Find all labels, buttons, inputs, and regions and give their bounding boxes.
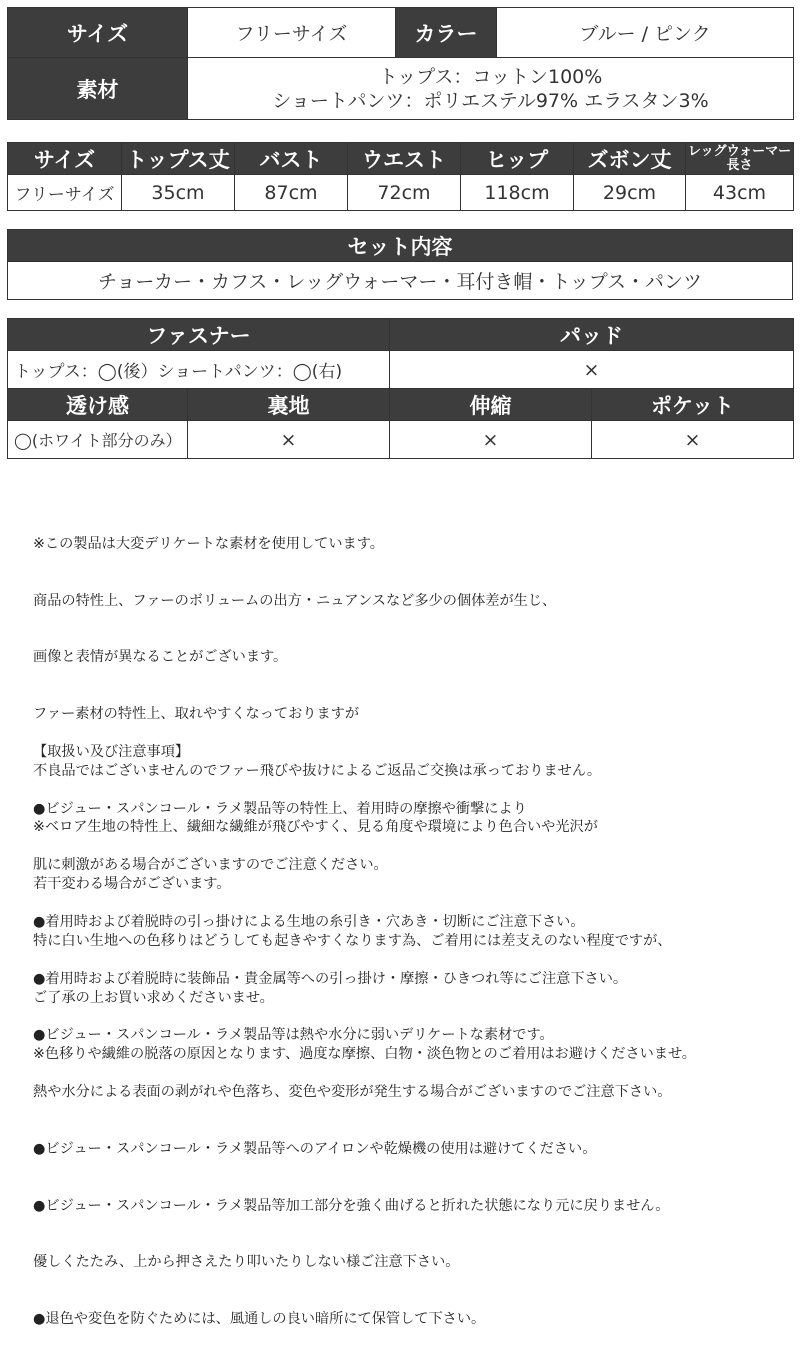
note-line: 不良品ではございませんのでファー飛びや抜けによるご返品ご交換は承っておりません。 bbox=[33, 762, 602, 779]
pad-label: パッド bbox=[390, 319, 794, 351]
hip-cell: 118cm bbox=[461, 175, 574, 211]
note-line: ●ビジュー・スパンコール・ラメ製品等の特性上、着用時の摩擦や衝撃により bbox=[33, 800, 527, 817]
size-cell: フリーサイズ bbox=[8, 175, 122, 211]
material-line-1: トップス：コットン100% bbox=[378, 65, 603, 88]
note-line: 商品の特性上、ファーのボリュームの出方・ニュアンスなど多少の個体差が生じ、 bbox=[33, 592, 557, 609]
handling-title: 【取扱い及び注意事項】 bbox=[33, 743, 190, 760]
note-line: ※この製品は大変デリケートな素材を使用しています。 bbox=[33, 535, 384, 552]
size-header: サイズ bbox=[8, 143, 122, 175]
top-length-cell: 35cm bbox=[122, 175, 235, 211]
size-chart-table bbox=[7, 142, 794, 211]
note-line: ●着用時および着脱時の引っ掛けによる生地の糸引き・穴あき・切断にご注意下さい。 bbox=[33, 913, 585, 930]
color-value: ブルー / ピンク bbox=[497, 8, 794, 58]
note-line: ※色移りや繊維の脱落の原因となります、過度な摩擦、白物・淡色物とのご着用はお避けくださいませ。 bbox=[33, 1046, 696, 1063]
sheer-value: ◯(ホワイト部分のみ） bbox=[8, 421, 188, 459]
lining-label: 裏地 bbox=[188, 389, 390, 421]
pants-length-cell: 29cm bbox=[574, 175, 686, 211]
pants-length-header: ズボン丈 bbox=[574, 143, 686, 175]
stretch-label: 伸縮 bbox=[390, 389, 592, 421]
note-line: ●退色や変色を防ぐためには、風通しの良い暗所にて保管して下さい。 bbox=[33, 1311, 486, 1327]
note-line: ご了承の上お買い求めくださいませ。 bbox=[33, 989, 274, 1006]
material-label: 素材 bbox=[8, 58, 188, 120]
pad-value: × bbox=[390, 351, 794, 389]
note-line: 熱や水分による表面の剥がれや色落ち、変色や変形が発生する場合がございますのでご注意下さい。 bbox=[33, 1084, 672, 1101]
note-line: 画像と表情が異なることがございます。 bbox=[33, 649, 288, 666]
leg-warmer-length-cell: 43cm bbox=[686, 175, 794, 211]
color-label: カラー bbox=[396, 8, 497, 58]
set-contents-table bbox=[7, 229, 793, 300]
note-line: 肌に刺激がある場合がございますのでご注意ください。 bbox=[33, 857, 388, 874]
set-contents-label: セット内容 bbox=[8, 230, 793, 262]
fastener-value: トップス：◯(後）ショートパンツ：◯(右) bbox=[8, 351, 390, 389]
note-line: ●ビジュー・スパンコール・ラメ製品等は熱や水分に弱いデリケートな素材です。 bbox=[33, 1027, 554, 1044]
pocket-value: × bbox=[592, 421, 794, 459]
waist-header: ウエスト bbox=[348, 143, 461, 175]
pocket-label: ポケット bbox=[592, 389, 794, 421]
bust-cell: 87cm bbox=[235, 175, 348, 211]
material-value bbox=[188, 58, 794, 120]
size-label: サイズ bbox=[8, 8, 188, 58]
top-length-header: トップス丈 bbox=[122, 143, 235, 175]
size-value: フリーサイズ bbox=[188, 8, 396, 58]
note-line: ●ビジュー・スパンコール・ラメ製品等加工部分を強く曲げると折れた状態になり元に戻りません。 bbox=[33, 1197, 670, 1214]
stretch-value: × bbox=[390, 421, 592, 459]
note-line: ●ビジュー・スパンコール・ラメ製品等へのアイロンや乾燥機の使用は避けてください。 bbox=[33, 1140, 597, 1157]
set-contents-value: チョーカー・カフス・レッグウォーマー・耳付き帽・トップス・パンツ bbox=[8, 262, 793, 300]
lining-value: × bbox=[188, 421, 390, 459]
note-line: ファー素材の特性上、取れやすくなっておりますが bbox=[33, 705, 360, 722]
spec-table bbox=[7, 7, 794, 120]
hip-header: ヒップ bbox=[461, 143, 574, 175]
note-line: ※ベロア生地の特性上、繊細な繊維が飛びやすく、見る角度や環境により色合いや光沢が bbox=[33, 819, 598, 836]
handling-notes bbox=[33, 705, 671, 1348]
leg-warmer-length-header: レッグウォーマー 長さ bbox=[686, 143, 794, 175]
bust-header: バスト bbox=[235, 143, 348, 175]
note-line: 優しくたたみ、上から押さえたり叩いたりしない様ご注意下さい。 bbox=[33, 1254, 460, 1271]
waist-cell: 72cm bbox=[348, 175, 461, 211]
note-line: ●着用時および着脱時に装飾品・貴金属等への引っ掛け・摩擦・ひきつれ等にご注意下さい。 bbox=[33, 970, 628, 987]
fastener-label: ファスナー bbox=[8, 319, 390, 351]
features-table bbox=[7, 318, 794, 459]
sheer-label: 透け感 bbox=[8, 389, 188, 421]
material-line-2: ショートパンツ：ポリエステル97% エラスタン3% bbox=[272, 89, 709, 112]
note-line: 特に白い生地への色移りはどうしても起きやすくなります為、ご着用には差支えのない程度ですが、 bbox=[33, 932, 672, 949]
note-line: 若干変わる場合がございます。 bbox=[33, 876, 231, 893]
